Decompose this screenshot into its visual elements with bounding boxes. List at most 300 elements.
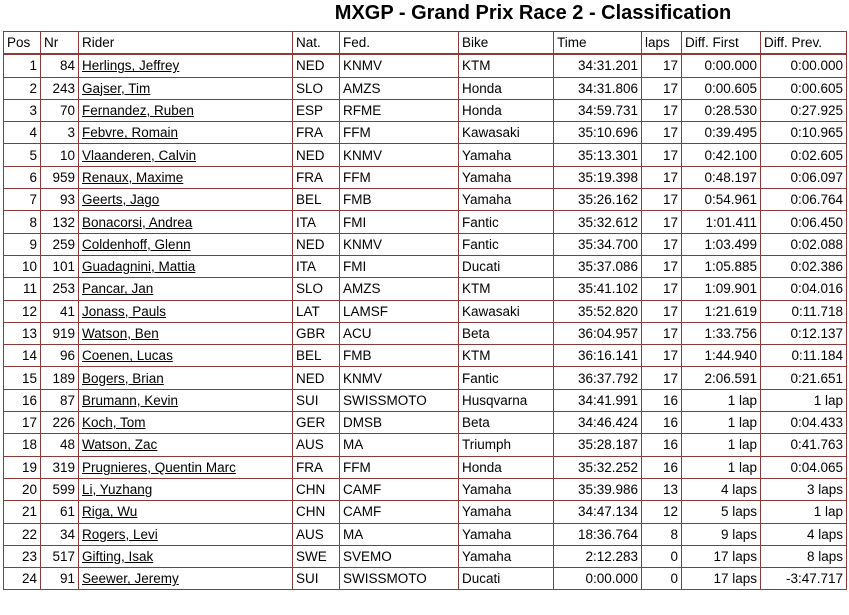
cell-fed: KNMV <box>340 144 459 166</box>
cell-rider <box>79 211 293 233</box>
cell-pos: 9 <box>3 234 41 256</box>
cell-diff-prev: 0:04.065 <box>761 457 847 479</box>
cell-bike: Kawasaki <box>459 301 554 323</box>
table-row <box>3 524 847 546</box>
table-row <box>3 278 847 300</box>
cell-diff-first: 0:54.961 <box>682 189 761 211</box>
rider-link[interactable]: Li, Yuzhang <box>82 482 153 498</box>
cell-bike: Ducati <box>459 568 554 590</box>
cell-fed: SWISSMOTO <box>340 390 459 412</box>
cell-diff-prev: 1 lap <box>761 390 847 412</box>
cell-diff-prev: 0:06.764 <box>761 189 847 211</box>
cell-time: 35:13.301 <box>554 144 642 166</box>
cell-fed: RFME <box>340 100 459 122</box>
cell-diff-prev: 0:02.088 <box>761 234 847 256</box>
cell-rider <box>79 234 293 256</box>
cell-nr: 259 <box>41 234 79 256</box>
cell-pos: 22 <box>3 524 41 546</box>
cell-bike: KTM <box>459 345 554 367</box>
header-nat: Nat. <box>293 31 340 54</box>
cell-nr: 3 <box>41 122 79 144</box>
header-diff-prev: Diff. Prev. <box>761 31 847 54</box>
rider-link[interactable]: Gifting, Isak <box>82 548 154 564</box>
cell-nat: AUS <box>293 524 340 546</box>
cell-bike: Honda <box>459 78 554 100</box>
cell-laps: 17 <box>642 256 682 278</box>
cell-laps: 17 <box>642 301 682 323</box>
cell-diff-prev: 0:06.450 <box>761 211 847 233</box>
cell-diff-first: 0:00.605 <box>682 78 761 100</box>
cell-diff-prev: 0:04.016 <box>761 278 847 300</box>
cell-time: 34:31.806 <box>554 78 642 100</box>
rider-link[interactable]: Seewer, Jeremy <box>82 571 179 587</box>
cell-bike: Fantic <box>459 234 554 256</box>
cell-laps: 17 <box>642 54 682 77</box>
table-row <box>3 301 847 323</box>
cell-nat: SUI <box>293 568 340 590</box>
table-row <box>3 434 847 456</box>
cell-rider <box>79 167 293 189</box>
cell-nat: CHN <box>293 501 340 523</box>
cell-bike: Yamaha <box>459 167 554 189</box>
cell-diff-first: 1 lap <box>682 457 761 479</box>
cell-diff-prev: 0:00.605 <box>761 78 847 100</box>
cell-diff-first: 17 laps <box>682 546 761 568</box>
cell-pos: 18 <box>3 434 41 456</box>
cell-bike: Honda <box>459 100 554 122</box>
cell-diff-first: 1:44.940 <box>682 345 761 367</box>
table-row <box>3 122 847 144</box>
cell-diff-first: 0:48.197 <box>682 167 761 189</box>
table-row <box>3 345 847 367</box>
cell-laps: 0 <box>642 546 682 568</box>
cell-rider <box>79 278 293 300</box>
cell-nat: ITA <box>293 211 340 233</box>
cell-time: 35:10.696 <box>554 122 642 144</box>
cell-laps: 17 <box>642 122 682 144</box>
header-row <box>3 31 847 54</box>
cell-rider <box>79 144 293 166</box>
cell-nr: 919 <box>41 323 79 345</box>
cell-time: 35:37.086 <box>554 256 642 278</box>
cell-time: 35:41.102 <box>554 278 642 300</box>
table-row <box>3 100 847 122</box>
cell-nr: 517 <box>41 546 79 568</box>
cell-nr: 61 <box>41 501 79 523</box>
cell-time: 36:16.141 <box>554 345 642 367</box>
table-row <box>3 144 847 166</box>
cell-fed: FFM <box>340 122 459 144</box>
cell-time: 35:26.162 <box>554 189 642 211</box>
table-row <box>3 390 847 412</box>
cell-laps: 17 <box>642 100 682 122</box>
cell-rider <box>79 189 293 211</box>
cell-pos: 16 <box>3 390 41 412</box>
cell-diff-first: 1:03.499 <box>682 234 761 256</box>
rider-link[interactable]: Rogers, Levi <box>82 526 158 542</box>
cell-nat: ESP <box>293 100 340 122</box>
cell-time: 35:19.398 <box>554 167 642 189</box>
cell-nat: ITA <box>293 256 340 278</box>
cell-nat: SWE <box>293 546 340 568</box>
cell-nat: AUS <box>293 434 340 456</box>
cell-pos: 8 <box>3 211 41 233</box>
cell-pos: 23 <box>3 546 41 568</box>
cell-diff-first: 2:06.591 <box>682 367 761 389</box>
cell-nr: 34 <box>41 524 79 546</box>
table-row <box>3 501 847 523</box>
cell-nr: 96 <box>41 345 79 367</box>
cell-time: 0:00.000 <box>554 568 642 590</box>
cell-laps: 17 <box>642 211 682 233</box>
cell-bike: Fantic <box>459 367 554 389</box>
cell-diff-first: 1 lap <box>682 412 761 434</box>
cell-rider <box>79 256 293 278</box>
cell-rider <box>79 457 293 479</box>
table-row <box>3 457 847 479</box>
cell-time: 35:28.187 <box>554 434 642 456</box>
cell-pos: 10 <box>3 256 41 278</box>
cell-diff-first: 4 laps <box>682 479 761 501</box>
cell-pos: 24 <box>3 568 41 590</box>
cell-nr: 70 <box>41 100 79 122</box>
cell-diff-first: 0:28.530 <box>682 100 761 122</box>
table-row <box>3 323 847 345</box>
cell-diff-first: 1:05.885 <box>682 256 761 278</box>
cell-diff-prev: -3:47.717 <box>761 568 847 590</box>
page-title: MXGP - Grand Prix Race 2 - Classification <box>334 2 732 24</box>
cell-rider <box>79 122 293 144</box>
cell-laps: 0 <box>642 568 682 590</box>
rider-link[interactable]: Gajser, Tim <box>82 80 151 96</box>
table-row <box>3 78 847 100</box>
cell-bike: Yamaha <box>459 501 554 523</box>
cell-laps: 17 <box>642 78 682 100</box>
rider-link[interactable]: Riga, Wu <box>82 504 138 520</box>
cell-fed: KNMV <box>340 234 459 256</box>
cell-fed: AMZS <box>340 78 459 100</box>
cell-bike: Yamaha <box>459 144 554 166</box>
rider-link[interactable]: Pancar, Jan <box>82 281 154 297</box>
cell-nr: 84 <box>41 54 79 77</box>
cell-nat: NED <box>293 367 340 389</box>
cell-pos: 3 <box>3 100 41 122</box>
cell-time: 35:52.820 <box>554 301 642 323</box>
cell-rider <box>79 501 293 523</box>
cell-fed: KNMV <box>340 367 459 389</box>
header-pos: Pos <box>3 31 41 54</box>
cell-nat: NED <box>293 54 340 77</box>
cell-rider <box>79 345 293 367</box>
cell-rider <box>79 479 293 501</box>
cell-nat: FRA <box>293 167 340 189</box>
cell-rider <box>79 54 293 77</box>
cell-bike: KTM <box>459 54 554 77</box>
cell-fed: CAMF <box>340 501 459 523</box>
table-row <box>3 412 847 434</box>
cell-time: 34:41.991 <box>554 390 642 412</box>
cell-bike: KTM <box>459 278 554 300</box>
cell-nat: SLO <box>293 278 340 300</box>
table-row <box>3 211 847 233</box>
cell-pos: 21 <box>3 501 41 523</box>
rider-link[interactable]: Fernandez, Ruben <box>82 103 194 119</box>
cell-diff-prev: 4 laps <box>761 524 847 546</box>
cell-nr: 10 <box>41 144 79 166</box>
cell-diff-prev: 0:04.433 <box>761 412 847 434</box>
cell-diff-first: 5 laps <box>682 501 761 523</box>
table-row <box>3 189 847 211</box>
cell-pos: 14 <box>3 345 41 367</box>
cell-pos: 20 <box>3 479 41 501</box>
cell-rider <box>79 412 293 434</box>
cell-time: 34:59.731 <box>554 100 642 122</box>
cell-fed: FMB <box>340 189 459 211</box>
cell-bike: Kawasaki <box>459 122 554 144</box>
cell-diff-prev: 0:02.386 <box>761 256 847 278</box>
cell-diff-prev: 0:06.097 <box>761 167 847 189</box>
cell-bike: Yamaha <box>459 524 554 546</box>
cell-pos: 2 <box>3 78 41 100</box>
header-nr: Nr <box>41 31 79 54</box>
table-row <box>3 167 847 189</box>
cell-pos: 5 <box>3 144 41 166</box>
cell-bike: Yamaha <box>459 546 554 568</box>
cell-nr: 959 <box>41 167 79 189</box>
cell-pos: 15 <box>3 367 41 389</box>
cell-nat: LAT <box>293 301 340 323</box>
cell-laps: 17 <box>642 167 682 189</box>
cell-laps: 16 <box>642 434 682 456</box>
cell-fed: KNMV <box>340 54 459 77</box>
cell-laps: 17 <box>642 278 682 300</box>
cell-nat: SLO <box>293 78 340 100</box>
cell-rider <box>79 323 293 345</box>
cell-fed: AMZS <box>340 278 459 300</box>
cell-fed: FFM <box>340 167 459 189</box>
cell-pos: 6 <box>3 167 41 189</box>
cell-nat: CHN <box>293 479 340 501</box>
cell-diff-prev: 0:12.137 <box>761 323 847 345</box>
cell-time: 36:37.792 <box>554 367 642 389</box>
rider-link[interactable]: Renaux, Maxime <box>82 169 184 185</box>
header-laps: laps <box>642 31 682 54</box>
cell-nat: GER <box>293 412 340 434</box>
cell-rider <box>79 100 293 122</box>
table-row <box>3 256 847 278</box>
cell-nr: 319 <box>41 457 79 479</box>
cell-rider <box>79 78 293 100</box>
cell-diff-prev: 3 laps <box>761 479 847 501</box>
table-row <box>3 479 847 501</box>
cell-nr: 101 <box>41 256 79 278</box>
header-diff-first: Diff. First <box>682 31 761 54</box>
cell-diff-first: 1:01.411 <box>682 211 761 233</box>
cell-rider <box>79 568 293 590</box>
cell-laps: 17 <box>642 345 682 367</box>
cell-laps: 13 <box>642 479 682 501</box>
cell-rider <box>79 434 293 456</box>
header-fed: Fed. <box>340 31 459 54</box>
cell-laps: 17 <box>642 144 682 166</box>
rider-link[interactable]: Herlings, Jeffrey <box>82 58 180 74</box>
cell-time: 2:12.283 <box>554 546 642 568</box>
cell-nr: 132 <box>41 211 79 233</box>
cell-time: 34:47.134 <box>554 501 642 523</box>
cell-bike: Fantic <box>459 211 554 233</box>
cell-diff-first: 1:21.619 <box>682 301 761 323</box>
rider-link[interactable]: Bogers, Brian <box>82 370 164 386</box>
cell-fed: LAMSF <box>340 301 459 323</box>
cell-diff-prev: 0:11.718 <box>761 301 847 323</box>
header-time: Time <box>554 31 642 54</box>
classification-table <box>3 31 847 590</box>
cell-rider <box>79 524 293 546</box>
rider-link[interactable]: Guadagnini, Mattia <box>82 259 196 275</box>
cell-diff-prev: 0:21.651 <box>761 367 847 389</box>
cell-time: 35:32.612 <box>554 211 642 233</box>
cell-nat: NED <box>293 234 340 256</box>
cell-fed: SVEMO <box>340 546 459 568</box>
cell-fed: FMI <box>340 211 459 233</box>
rider-link[interactable]: Geerts, Jago <box>82 192 160 208</box>
cell-nr: 243 <box>41 78 79 100</box>
cell-time: 18:36.764 <box>554 524 642 546</box>
cell-time: 36:04.957 <box>554 323 642 345</box>
cell-fed: CAMF <box>340 479 459 501</box>
cell-pos: 13 <box>3 323 41 345</box>
cell-diff-first: 1 lap <box>682 390 761 412</box>
cell-pos: 11 <box>3 278 41 300</box>
table-row <box>3 546 847 568</box>
cell-time: 35:34.700 <box>554 234 642 256</box>
table-row <box>3 54 847 77</box>
cell-bike: Triumph <box>459 434 554 456</box>
cell-laps: 16 <box>642 457 682 479</box>
cell-nat: BEL <box>293 345 340 367</box>
cell-bike: Beta <box>459 412 554 434</box>
cell-nr: 48 <box>41 434 79 456</box>
cell-fed: FFM <box>340 457 459 479</box>
cell-rider <box>79 390 293 412</box>
rider-link[interactable]: Febvre, Romain <box>82 125 179 141</box>
rider-link[interactable]: Bonacorsi, Andrea <box>82 214 193 230</box>
rider-link[interactable]: Koch, Tom <box>82 415 146 431</box>
cell-fed: SWISSMOTO <box>340 568 459 590</box>
cell-laps: 16 <box>642 390 682 412</box>
table-row <box>3 234 847 256</box>
cell-diff-first: 17 laps <box>682 568 761 590</box>
cell-nr: 253 <box>41 278 79 300</box>
cell-nr: 91 <box>41 568 79 590</box>
cell-pos: 4 <box>3 122 41 144</box>
cell-nat: FRA <box>293 122 340 144</box>
cell-diff-prev: 0:11.184 <box>761 345 847 367</box>
rider-link[interactable]: Vlaanderen, Calvin <box>82 147 197 163</box>
cell-nat: GBR <box>293 323 340 345</box>
cell-rider <box>79 546 293 568</box>
cell-nr: 189 <box>41 367 79 389</box>
cell-rider <box>79 301 293 323</box>
cell-bike: Yamaha <box>459 189 554 211</box>
cell-diff-prev: 0:41.763 <box>761 434 847 456</box>
cell-laps: 17 <box>642 234 682 256</box>
cell-pos: 19 <box>3 457 41 479</box>
rider-link[interactable]: Watson, Ben <box>82 326 159 341</box>
cell-fed: FMI <box>340 256 459 278</box>
cell-diff-prev: 0:00.000 <box>761 54 847 77</box>
cell-time: 35:39.986 <box>554 479 642 501</box>
cell-pos: 12 <box>3 301 41 323</box>
cell-diff-first: 9 laps <box>682 524 761 546</box>
cell-diff-prev: 1 lap <box>761 501 847 523</box>
cell-nr: 226 <box>41 412 79 434</box>
cell-diff-first: 1:09.901 <box>682 278 761 300</box>
table-row <box>3 568 847 590</box>
cell-diff-prev: 8 laps <box>761 546 847 568</box>
cell-fed: MA <box>340 524 459 546</box>
rider-link[interactable]: Prugnieres, Quentin Marc <box>82 459 236 475</box>
cell-pos: 17 <box>3 412 41 434</box>
cell-bike: Honda <box>459 457 554 479</box>
header-rider: Rider <box>79 31 293 54</box>
cell-time: 35:32.252 <box>554 457 642 479</box>
cell-nr: 41 <box>41 301 79 323</box>
cell-laps: 12 <box>642 501 682 523</box>
cell-time: 34:31.201 <box>554 54 642 77</box>
cell-bike: Ducati <box>459 256 554 278</box>
cell-laps: 17 <box>642 367 682 389</box>
rider-link[interactable]: Brumann, Kevin <box>82 392 179 408</box>
rider-link[interactable]: Jonass, Pauls <box>82 303 167 319</box>
cell-fed: FMB <box>340 345 459 367</box>
cell-diff-first: 0:00.000 <box>682 54 761 77</box>
rider-link[interactable]: Coenen, Lucas <box>82 348 173 364</box>
cell-bike: Husqvarna <box>459 390 554 412</box>
cell-laps: 16 <box>642 412 682 434</box>
cell-laps: 17 <box>642 189 682 211</box>
cell-nr: 599 <box>41 479 79 501</box>
cell-diff-first: 1 lap <box>682 434 761 456</box>
cell-fed: MA <box>340 434 459 456</box>
cell-diff-prev: 0:10.965 <box>761 122 847 144</box>
cell-bike: Yamaha <box>459 479 554 501</box>
cell-pos: 7 <box>3 189 41 211</box>
cell-nr: 93 <box>41 189 79 211</box>
rider-link[interactable]: Watson, Zac <box>82 437 158 453</box>
cell-nr: 87 <box>41 390 79 412</box>
cell-laps: 17 <box>642 323 682 345</box>
cell-fed: DMSB <box>340 412 459 434</box>
cell-diff-first: 1:33.756 <box>682 323 761 345</box>
cell-bike: Beta <box>459 323 554 345</box>
cell-nat: NED <box>293 144 340 166</box>
cell-diff-first: 0:42.100 <box>682 144 761 166</box>
cell-nat: SUI <box>293 390 340 412</box>
cell-diff-prev: 0:27.925 <box>761 100 847 122</box>
cell-rider <box>79 367 293 389</box>
cell-pos: 1 <box>3 54 41 77</box>
cell-nat: FRA <box>293 457 340 479</box>
header-bike: Bike <box>459 31 554 54</box>
table-row <box>3 367 847 389</box>
cell-fed: ACU <box>340 323 459 345</box>
cell-nat: BEL <box>293 189 340 211</box>
rider-link[interactable]: Coldenhoff, Glenn <box>82 236 191 252</box>
cell-diff-prev: 0:02.605 <box>761 144 847 166</box>
cell-diff-first: 0:39.495 <box>682 122 761 144</box>
cell-laps: 8 <box>642 524 682 546</box>
